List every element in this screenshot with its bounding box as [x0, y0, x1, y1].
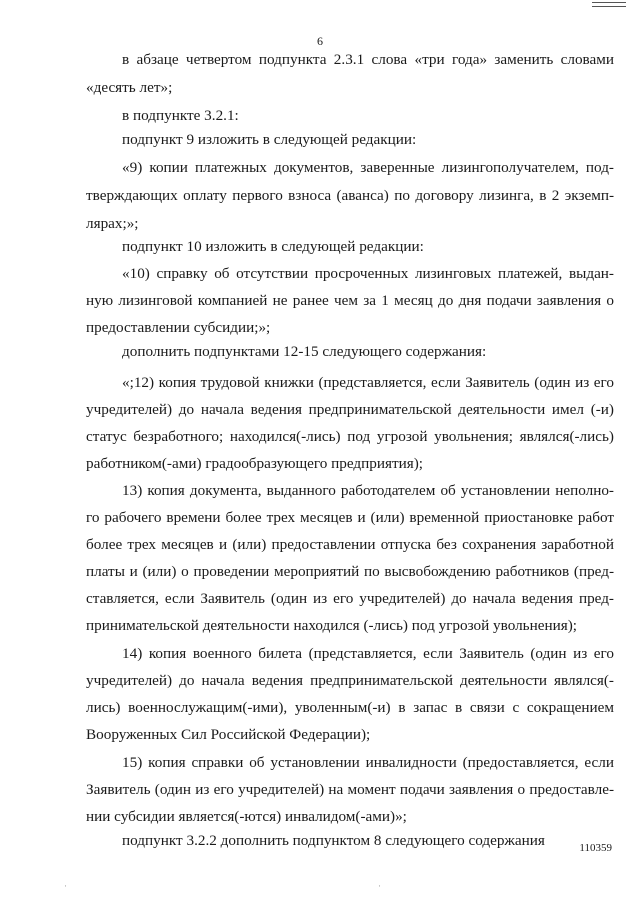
text-line: «10) справку об отсутствии просроченных лизинговых платежей, выдан- [122, 265, 614, 282]
text-line: 15) копия справки об установлении инвалидности (предоставляется, если [122, 754, 614, 771]
text-line: 14) копия военного билета (представляется, если Заявитель (один из его [122, 645, 614, 662]
text-line: учредителей) до начала ведения предпринимательской деятельности являлся(- [86, 672, 614, 689]
text-line: нии субсидии является(-ются) инвалидом(-ами)»; [86, 808, 407, 825]
text-line: более трех месяцев и (или) предоставлении отпуска без сохранения заработной [86, 536, 614, 553]
text-line: ную лизинговой компанией не ранее чем за 1 месяц до дня подачи заявления о [86, 292, 614, 309]
text-line: статус безработного; находился(-лись) под угрозой увольнения; являлся(-лись) [86, 428, 614, 445]
document-code: 110359 [579, 842, 612, 854]
text-line: лярах;»; [86, 215, 139, 232]
text-line: дополнить подпунктами 12-15 следующего содержания: [122, 343, 487, 360]
text-line: в абзаце четвертом подпункта 2.3.1 слова «три года» заменить словами [122, 51, 614, 68]
text-line: подпункт 3.2.2 дополнить подпунктом 8 следующего содержания [122, 832, 545, 849]
text-line: тверждающих оплату первого взноса (аванса) по договору лизинга, в 2 экземп- [86, 187, 614, 204]
text-line: предоставлении субсидии;»; [86, 319, 271, 336]
text-line: лись) военнослужащим(-ими), уволенным(-и) в запас в связи с сокращением [86, 699, 614, 716]
text-line: 13) копия документа, выданного работодателем об установлении неполно- [122, 482, 614, 499]
text-line: «;12) копия трудовой книжки (представляется, если Заявитель (один из его [122, 374, 614, 391]
scan-dot: · [64, 881, 67, 891]
page-number: 6 [317, 34, 323, 48]
text-line: работником(-ами) градообразующего предприятия); [86, 455, 424, 472]
text-line: Заявитель (один из его учредителей) на момент подачи заявления о предоставле- [86, 781, 614, 798]
text-line: ставляется, если Заявитель (один из его учредителей) до начала ведения пред- [86, 590, 614, 607]
text-line: учредителей) до начала ведения предпринимательской деятельности имел (-и) [86, 401, 614, 418]
text-line: «9) копии платежных документов, заверенные лизингополучателем, под- [122, 159, 614, 176]
text-line: го рабочего времени более трех месяцев и (или) временной приостановке работ [86, 509, 614, 526]
text-line: Вооруженных Сил Российской Федерации); [86, 726, 371, 743]
scan-dot: · [378, 881, 381, 891]
text-line: принимательской деятельности находился (-лись) под угрозой увольнения); [86, 617, 577, 634]
text-line: платы и (или) о проведении мероприятий по высвобождению работников (пред- [86, 563, 614, 580]
text-line: «десять лет»; [86, 79, 173, 96]
text-line: в подпункте 3.2.1: [122, 107, 239, 124]
corner-scan-mark [592, 2, 626, 7]
text-line: подпункт 10 изложить в следующей редакции: [122, 238, 424, 255]
text-line: подпункт 9 изложить в следующей редакции: [122, 131, 417, 148]
